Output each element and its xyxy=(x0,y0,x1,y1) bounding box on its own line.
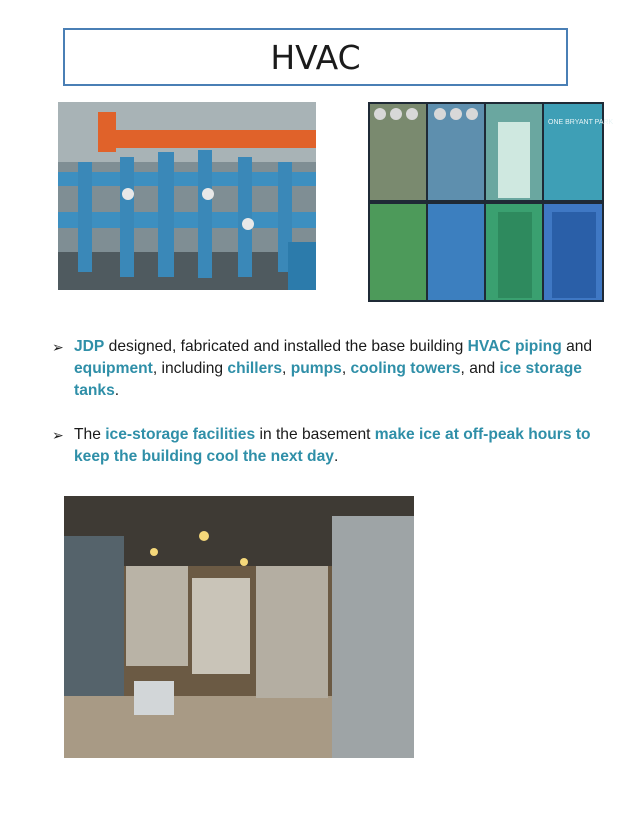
bullet-text-segment: and xyxy=(561,338,593,355)
highlighted-term: JDP xyxy=(74,338,105,355)
highlighted-term: make ice at off-peak hours to keep the building cool the next day xyxy=(74,426,591,465)
arrow-bullet-icon: ➢ xyxy=(52,339,64,355)
panel-sign-text: ONE BRYANT PARK xyxy=(548,119,614,126)
hvac-piping-photo xyxy=(58,102,316,290)
bullet-text-segment: , xyxy=(282,360,291,377)
arrow-bullet-icon: ➢ xyxy=(52,427,64,443)
highlighted-term: equipment xyxy=(74,360,153,377)
page-title: HVAC xyxy=(63,28,568,86)
highlighted-term: pumps xyxy=(290,360,342,377)
bullet-text-segment: , xyxy=(341,360,351,377)
highlighted-term: ice-storage facilities xyxy=(105,426,256,443)
bullet-text xyxy=(74,338,592,399)
bms-control-panel-photo xyxy=(368,102,614,302)
ice-storage-tanks-photo xyxy=(64,496,414,758)
bullet-text-segment: . xyxy=(114,382,120,399)
bullet-text-segment: . xyxy=(333,448,339,465)
bullet-text-segment: The xyxy=(74,426,106,443)
highlighted-term: chillers xyxy=(227,360,283,377)
bullet-text-segment: , including xyxy=(152,360,228,377)
highlighted-term: cooling towers xyxy=(350,360,461,377)
bullet-text-segment: in the basement xyxy=(255,426,375,443)
highlighted-term: HVAC piping xyxy=(467,338,562,355)
bullet-item-1 xyxy=(52,336,630,402)
bullet-item-2 xyxy=(52,424,630,468)
bullet-text-segment: designed, fabricated and installed the base building xyxy=(104,338,468,355)
bullet-text xyxy=(74,426,591,465)
bullet-list xyxy=(52,336,630,490)
bullet-text-segment: , and xyxy=(460,360,500,377)
highlighted-term: ice storage tanks xyxy=(74,360,582,399)
